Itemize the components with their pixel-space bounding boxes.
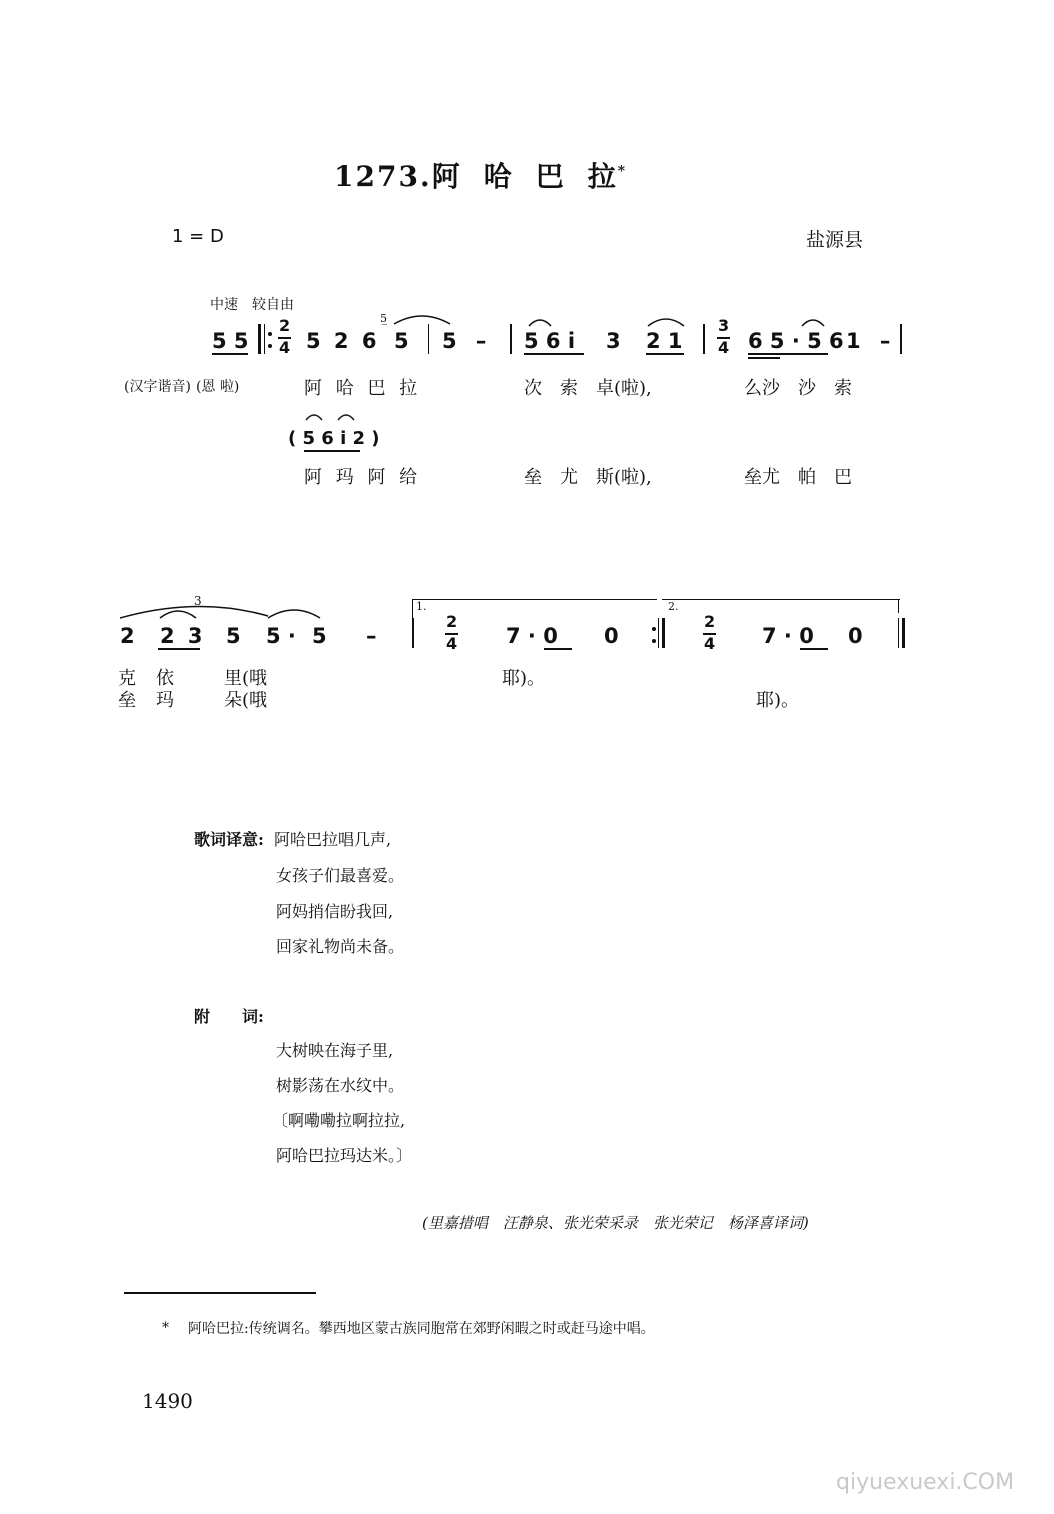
repeat-barline bbox=[662, 618, 665, 648]
lyric: 次 索 卓(啦), bbox=[524, 378, 652, 399]
label-transliteration: (汉字谐音) bbox=[124, 379, 191, 395]
lyric: 里(哦 bbox=[224, 668, 268, 689]
time-signature-bottom: 4 bbox=[704, 634, 716, 653]
slur bbox=[392, 310, 452, 326]
underline bbox=[748, 357, 780, 359]
triplet-mark: 3 bbox=[194, 594, 202, 608]
underline bbox=[212, 353, 248, 355]
final-barline bbox=[902, 618, 905, 648]
time-signature-top: 2 bbox=[446, 612, 458, 631]
repeat-dot bbox=[652, 639, 656, 643]
note-group: 5 2 6 bbox=[306, 329, 377, 353]
lyric: 垒尤 帕 巴 bbox=[744, 467, 852, 488]
appendix-line: 阿哈巴拉玛达米。〕 bbox=[276, 1146, 413, 1165]
note-group: 5 5 bbox=[212, 329, 249, 353]
time-signature-bottom: 4 bbox=[446, 634, 458, 653]
barline bbox=[412, 618, 414, 648]
lyric: 依 bbox=[156, 668, 174, 689]
title-char: 拉 bbox=[587, 160, 618, 193]
note: – bbox=[366, 624, 377, 648]
song-number: 1273. bbox=[334, 160, 432, 193]
lyric: 克 bbox=[118, 668, 136, 689]
translation-label: 歌词译意: bbox=[194, 830, 264, 849]
title-char: 巴 bbox=[535, 160, 566, 193]
appendix-line: 〔啊嘞嘞拉啊拉拉, bbox=[272, 1111, 406, 1130]
note: 0 bbox=[604, 624, 619, 648]
lyric: 阿 哈 巴 拉 bbox=[304, 378, 422, 399]
time-signature-bottom: 4 bbox=[279, 338, 291, 357]
footnote-mark: * bbox=[162, 1320, 169, 1336]
note: 5 · bbox=[266, 624, 296, 648]
volta-bracket bbox=[898, 599, 899, 613]
note-group: 2 3 bbox=[160, 624, 203, 648]
note: 0 bbox=[848, 624, 863, 648]
note-group: 7 · 0 bbox=[762, 624, 814, 648]
final-barline-thin bbox=[898, 618, 899, 648]
repeat-dot bbox=[268, 344, 272, 348]
repeat-dot bbox=[268, 332, 272, 336]
lyric: 耶)。 bbox=[756, 690, 800, 711]
lyric: 朵(哦 bbox=[224, 690, 268, 711]
underline bbox=[158, 648, 200, 650]
note-group: 5 6 i bbox=[524, 329, 576, 353]
note: 2 bbox=[120, 624, 135, 648]
lyric: 阿 玛 阿 给 bbox=[304, 467, 422, 488]
region-label: 盐源县 bbox=[806, 229, 864, 251]
note: 5 bbox=[312, 624, 327, 648]
slur bbox=[304, 410, 364, 422]
note-group: 7 · 0 bbox=[506, 624, 558, 648]
note-group: 5 bbox=[394, 329, 409, 353]
repeat-barline bbox=[258, 324, 261, 354]
translation-line: 阿哈巴拉唱几声, bbox=[274, 830, 392, 849]
grace-note: 5̲ bbox=[380, 312, 387, 325]
barline bbox=[428, 324, 429, 354]
lyric: 垒 尤 斯(啦), bbox=[524, 467, 652, 488]
underline bbox=[544, 648, 572, 650]
tempo-marking: 中速 较自由 bbox=[210, 297, 294, 313]
slur bbox=[800, 316, 826, 328]
note-group: 5 – bbox=[442, 329, 487, 353]
time-signature-top: 3 bbox=[718, 316, 730, 335]
slur bbox=[158, 606, 198, 620]
appendix-label: 附 词: bbox=[194, 1007, 264, 1026]
lyric: 垒 bbox=[118, 690, 136, 711]
song-title bbox=[334, 155, 627, 195]
appendix-line: 大树映在海子里, bbox=[276, 1041, 394, 1060]
barline bbox=[703, 324, 705, 354]
repeat-barline-thin bbox=[658, 618, 659, 648]
appendix-line: 树影荡在水纹中。 bbox=[276, 1076, 405, 1095]
footnote-rule bbox=[124, 1292, 316, 1294]
note-group: 3 bbox=[606, 329, 621, 353]
slur bbox=[646, 314, 686, 328]
underline bbox=[800, 648, 828, 650]
note: 5 bbox=[226, 624, 241, 648]
footnote-text: 阿哈巴拉:传统调名。攀西地区蒙古族同胞常在郊野闲暇之时或赶马途中唱。 bbox=[188, 1321, 655, 1337]
volta-bracket bbox=[662, 599, 900, 600]
underline bbox=[304, 450, 360, 452]
time-signature-bottom: 4 bbox=[718, 338, 730, 357]
title-char: 阿 bbox=[431, 160, 462, 193]
title-char: 哈 bbox=[483, 160, 514, 193]
translation-line: 阿妈捎信盼我回, bbox=[276, 902, 394, 921]
volta-bracket bbox=[412, 599, 657, 600]
volta-1-label: 1. bbox=[416, 600, 427, 613]
label-ornament: (恩 啦) bbox=[196, 379, 240, 395]
key-signature: 1 = D bbox=[172, 226, 224, 247]
time-signature-top: 2 bbox=[279, 316, 291, 335]
underline bbox=[524, 353, 584, 355]
note-group: 1 – bbox=[846, 329, 891, 353]
volta-bracket bbox=[412, 599, 413, 619]
watermark: qiyuexuexi.COM bbox=[836, 1470, 1015, 1495]
underline bbox=[646, 353, 684, 355]
slur bbox=[527, 316, 553, 328]
volta-2-label: 2. bbox=[668, 600, 679, 613]
translation-line: 女孩子们最喜爱。 bbox=[276, 866, 405, 885]
time-signature-top: 2 bbox=[704, 612, 716, 631]
barline bbox=[510, 324, 512, 354]
slur bbox=[266, 604, 322, 620]
note-group: 2 1 bbox=[646, 329, 683, 353]
variant-notes: ( 5 6 i 2 ) bbox=[288, 428, 380, 449]
lyric: 玛 bbox=[156, 690, 174, 711]
lyric: 么沙 沙 索 bbox=[744, 378, 852, 399]
translation-line: 回家礼物尚未备。 bbox=[276, 937, 405, 956]
underline bbox=[748, 353, 828, 355]
title-footnote-mark: * bbox=[617, 163, 628, 180]
repeat-dot bbox=[652, 627, 656, 631]
page-number: 1490 bbox=[142, 1389, 193, 1413]
lyric: 耶)。 bbox=[502, 668, 546, 689]
credits: (里嘉措唱 汪静泉、张光荣采录 张光荣记 杨泽喜译词) bbox=[422, 1214, 809, 1232]
note-group: 6 5 · 5 6 bbox=[748, 329, 844, 353]
repeat-barline-thin bbox=[264, 324, 265, 354]
barline bbox=[900, 324, 902, 354]
